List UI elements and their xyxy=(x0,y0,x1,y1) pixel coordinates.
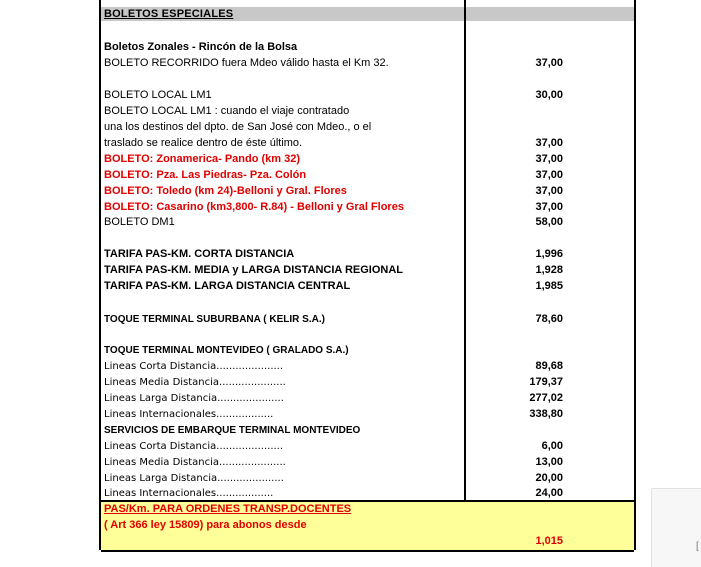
row-value: 30,00 xyxy=(535,89,563,101)
row-label: BOLETO LOCAL LM1 : cuando el viaje contratado xyxy=(104,105,350,117)
footer-value: 1,015 xyxy=(535,535,563,547)
row-label: TARIFA PAS-KM. LARGA DISTANCIA CENTRAL xyxy=(104,280,351,292)
footer-subtitle: ( Art 366 ley 15809) para abonos desde xyxy=(104,519,307,531)
row-value: 37,00 xyxy=(535,153,563,165)
row-label: BOLETO RECORRIDO fuera Mdeo válido hasta el Km 32. xyxy=(104,57,389,69)
subheading-servicios-embarque: SERVICIOS DE EMBARQUE TERMINAL MONTEVIDEO xyxy=(104,425,361,436)
row-value: 13,00 xyxy=(535,456,563,468)
row-value: 1,996 xyxy=(535,248,563,260)
row-value: 277,02 xyxy=(529,392,563,404)
row-label: Lineas Internacionales.................. xyxy=(104,488,274,499)
row-label-highlight: BOLETO: Casarino (km3,800- R.84) - Belloni y Gral Flores xyxy=(104,201,404,213)
row-value: 78,60 xyxy=(535,313,563,325)
row-value: 89,68 xyxy=(535,360,563,372)
section-title: BOLETOS ESPECIALES xyxy=(104,8,234,20)
row-label: Lineas Media Distancia..................... xyxy=(104,377,286,388)
row-label-highlight: BOLETO: Zonamerica- Pando (km 32) xyxy=(104,153,301,165)
row-value: 37,00 xyxy=(535,137,563,149)
row-value: 24,00 xyxy=(535,487,563,499)
side-widget[interactable] xyxy=(651,488,701,567)
row-value: 37,00 xyxy=(535,169,563,181)
footer-title: PAS/Km. PARA ORDENES TRANSP.DOCENTES xyxy=(104,503,352,515)
row-value: 1,985 xyxy=(535,280,563,292)
row-value: 6,00 xyxy=(541,440,563,452)
row-label: TARIFA PAS-KM. MEDIA y LARGA DISTANCIA REGIONAL xyxy=(104,264,404,276)
row-label: Lineas Corta Distancia..................... xyxy=(104,361,284,372)
row-value: 37,00 xyxy=(535,57,563,69)
subheading-zonales: Boletos Zonales - Rincón de la Bolsa xyxy=(104,41,298,53)
row-label-highlight: BOLETO: Pza. Las Piedras- Pza. Colón xyxy=(104,169,307,181)
column-border-left xyxy=(99,0,101,550)
column-border-middle xyxy=(464,0,466,500)
column-border-right xyxy=(634,0,636,550)
row-label: TOQUE TERMINAL SUBURBANA ( KELIR S.A.) xyxy=(104,314,325,325)
row-value: 37,00 xyxy=(535,185,563,197)
row-label: Lineas Corta Distancia..................... xyxy=(104,441,284,452)
row-label-highlight: BOLETO: Toledo (km 24)-Belloni y Gral. Flores xyxy=(104,185,347,197)
row-label: BOLETO LOCAL LM1 xyxy=(104,89,212,101)
row-label: Lineas Media Distancia..................... xyxy=(104,457,286,468)
bracket-icon: [ xyxy=(696,541,699,552)
row-label: Lineas Larga Distancia..................... xyxy=(104,473,284,484)
row-value: 20,00 xyxy=(535,472,563,484)
row-label: traslado se realice dentro de éste último. xyxy=(104,137,303,149)
row-value: 179,37 xyxy=(529,376,563,388)
row-value: 37,00 xyxy=(535,201,563,213)
row-value: 338,80 xyxy=(529,408,563,420)
row-label: Lineas Internacionales.................. xyxy=(104,409,274,420)
row-value: 1,928 xyxy=(535,264,563,276)
row-value: 58,00 xyxy=(535,216,563,228)
subheading-toque-montevideo: TOQUE TERMINAL MONTEVIDEO ( GRALADO S.A.) xyxy=(104,345,349,356)
row-label: Lineas Larga Distancia..................... xyxy=(104,393,284,404)
row-label: TARIFA PAS-KM. CORTA DISTANCIA xyxy=(104,248,295,260)
row-label: una los destinos del dpto. de San José con Mdeo., o el xyxy=(104,121,372,133)
row-label: BOLETO DM1 xyxy=(104,216,175,228)
